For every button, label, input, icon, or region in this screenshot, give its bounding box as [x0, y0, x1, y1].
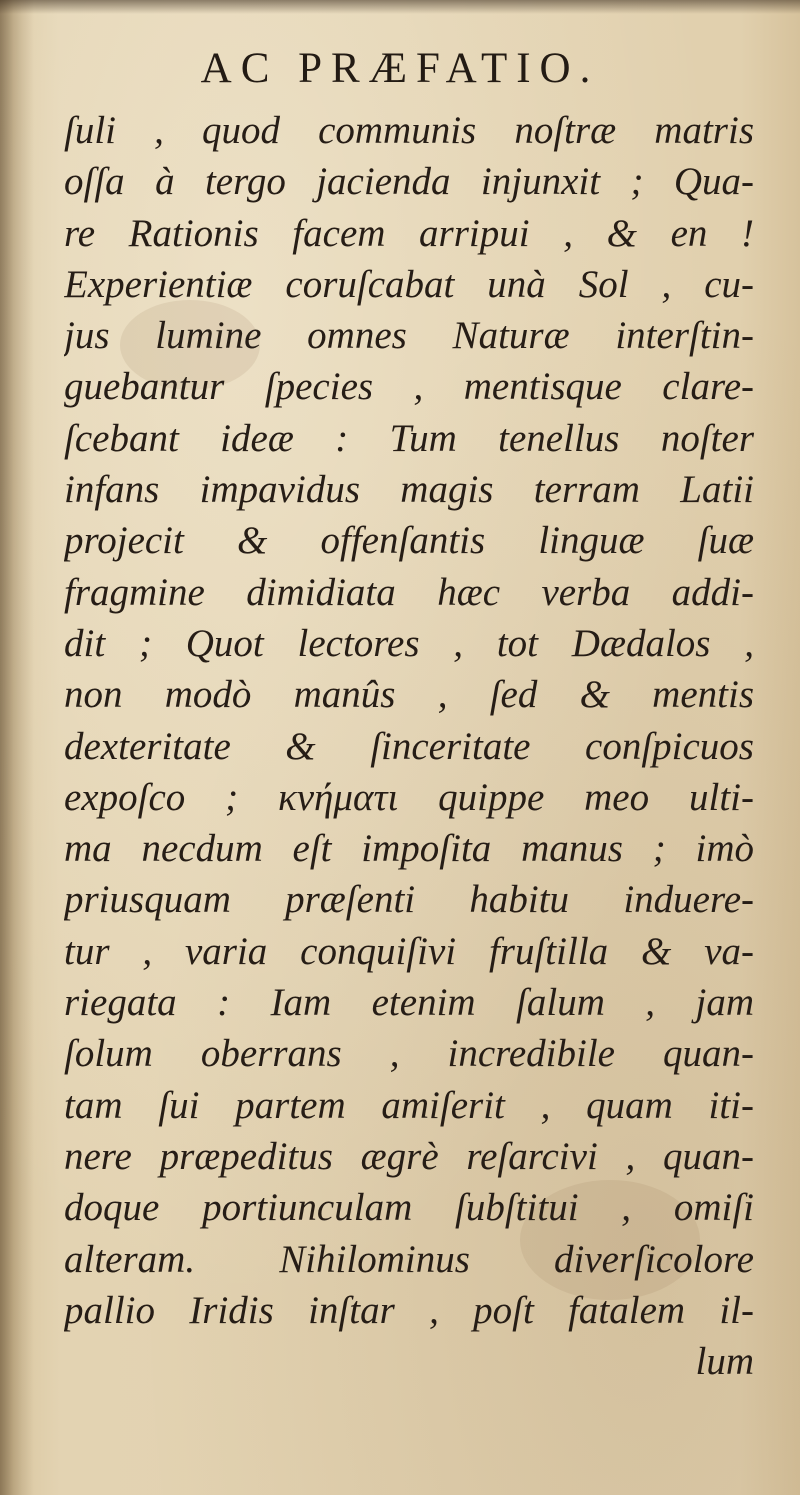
text-line: tam ſui partem amiſerit , quam iti- — [64, 1083, 754, 1127]
text-line: ma necdum eſt impoſita manus ; imò — [64, 827, 754, 871]
text-line: riegata : Iam etenim ſalum , jam — [64, 981, 754, 1025]
text-line: doque portiunculam ſubſtitui , omiſi — [64, 1186, 754, 1230]
running-head: AC PRÆFATIO. — [200, 45, 600, 92]
text-line: expoſco ; κνήματι quippe meo ulti- — [64, 775, 754, 819]
text-line: fragmine dimidiata hæc verba addi- — [64, 570, 754, 614]
text-line: pallio Iridis inſtar , poſt fatalem il- — [64, 1288, 754, 1332]
text-line: infans impavidus magis terram Latii — [64, 468, 754, 512]
text-line: Experientiæ coruſcabat unà Sol , cu- — [64, 262, 754, 306]
text-line: non modò manûs , ſed & mentis — [64, 673, 754, 717]
text-line: dexteritate & ſinceritate conſpicuos — [64, 724, 754, 768]
text-line: nere præpeditus ægrè reſarcivi , quan- — [64, 1134, 754, 1178]
top-edge-shadow — [0, 0, 800, 14]
text-line: projecit & offenſantis linguæ ſuæ — [64, 519, 754, 563]
text-line: alteram. Nihilominus diverſicolore — [64, 1237, 754, 1281]
body-text — [64, 105, 754, 1387]
catchword: lum — [695, 1340, 754, 1384]
text-line: priusquam præſenti habitu induere- — [64, 878, 754, 922]
text-line: ſolum oberrans , incredibile quan- — [64, 1032, 754, 1076]
text-line: re Rationis facem arripui , & en ! — [64, 211, 754, 255]
text-line: ſcebant ideæ : Tum tenellus noſter — [64, 416, 754, 460]
text-line: guebantur ſpecies , mentisque clare- — [64, 365, 754, 409]
text-line: dit ; Quot lectores , tot Dædalos , — [64, 621, 754, 665]
text-line: oſſa à tergo jacienda injunxit ; Qua- — [64, 160, 754, 204]
text-line: jus lumine omnes Naturæ interſtin- — [64, 314, 754, 358]
text-line: tur , varia conquiſivi fruſtilla & va- — [64, 929, 754, 973]
binding-gutter-shadow — [0, 0, 34, 1495]
text-line: ſuli , quod communis noſtræ matris — [64, 109, 754, 152]
